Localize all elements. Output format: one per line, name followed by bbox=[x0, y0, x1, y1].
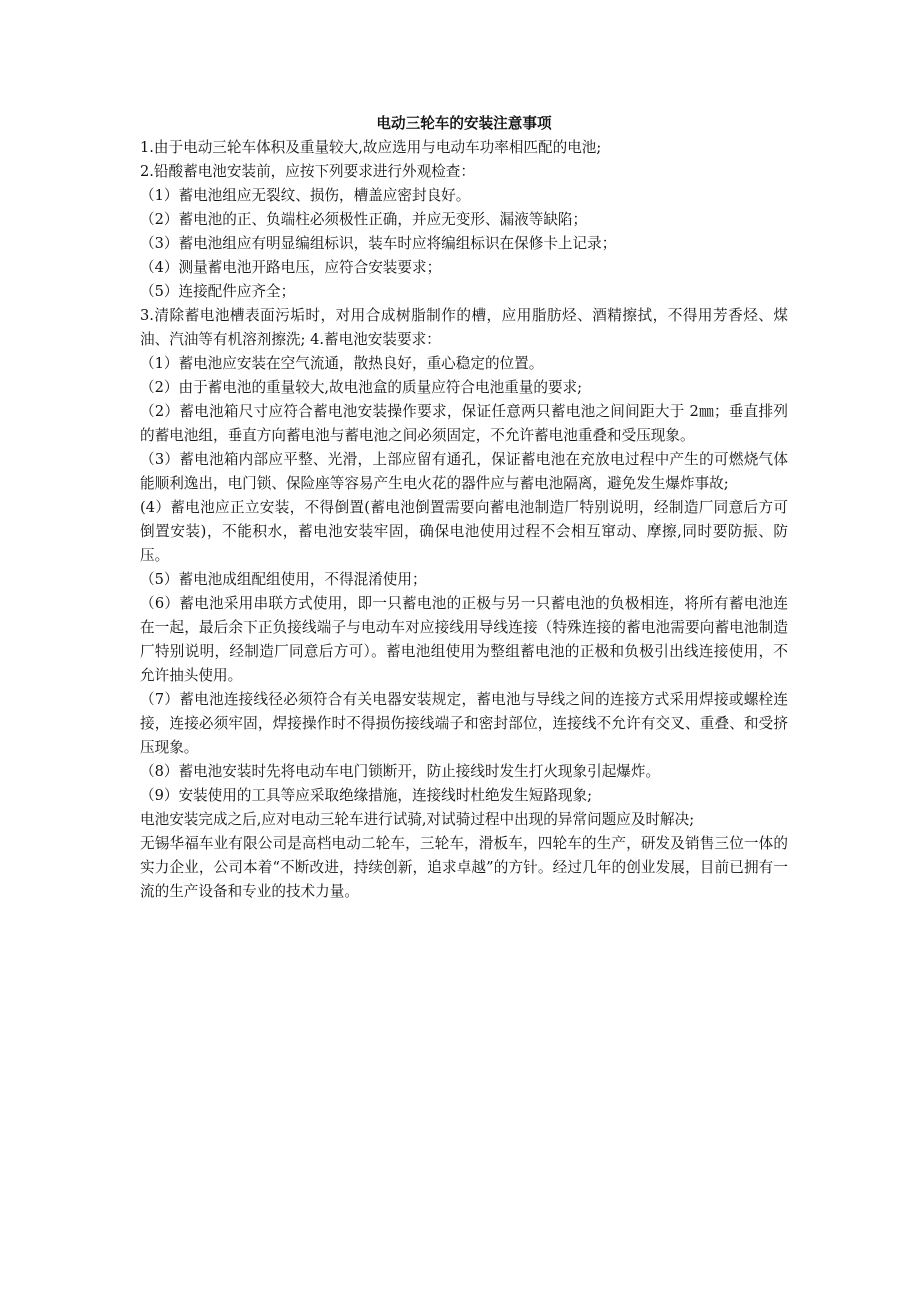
paragraph-12: （3）蓄电池箱内部应平整、光滑，上部应留有通孔，保证蓄电池在充放电过程中产生的可燃烧气体能顺利逸出，电门锁、保险座等容易产生电火花的器件应与蓄电池隔离，避免发生爆炸事故; bbox=[140, 451, 788, 492]
paragraph-9: （1）蓄电池应安装在空气流通，散热良好，重心稳定的位置。 bbox=[140, 355, 544, 372]
paragraph-5: （3）蓄电池组应有明显编组标识，装车时应将编组标识在保修卡上记录； bbox=[140, 235, 617, 252]
paragraph-8: 3.清除蓄电池槽表面污垢时，对用合成树脂制作的槽，应用脂肪烃、酒精擦拭，不得用芳香烃、煤油、汽油等有机溶剂擦洗; 4.蓄电池安装要求： bbox=[140, 307, 788, 348]
paragraph-14: （5）蓄电池成组配组使用，不得混淆使用； bbox=[140, 571, 427, 588]
paragraph-2: 2.铅酸蓄电池安装前，应按下列要求进行外观检查： bbox=[140, 163, 475, 180]
paragraph-18: （9）安装使用的工具等应采取绝缘措施，连接线时杜绝发生短路现象; bbox=[140, 787, 593, 804]
paragraph-7: （5）连接配件应齐全； bbox=[140, 283, 296, 300]
paragraph-11: （2）蓄电池箱尺寸应符合蓄电池安装操作要求，保证任意两只蓄电池之间间距大于 2㎜；垂直排列的蓄电池组，垂直方向蓄电池与蓄电池之间必须固定，不允许蓄电池重叠和受压现象。 bbox=[140, 403, 788, 444]
paragraph-16: （7）蓄电池连接线径必须符合有关电器安装规定，蓄电池与导线之间的连接方式采用焊接或螺栓连接，连接必须牢固，焊接操作时不得损伤接线端子和密封部位，连接线不允许有交叉、重叠、和受挤压现象。 bbox=[140, 691, 788, 756]
paragraph-6: （4）测量蓄电池开路电压，应符合安装要求； bbox=[140, 259, 442, 276]
paragraph-4: （2）蓄电池的正、负端柱必须极性正确，并应无变形、漏液等缺陷； bbox=[140, 211, 588, 228]
document-page bbox=[140, 112, 788, 904]
paragraph-15: （6）蓄电池采用串联方式使用，即一只蓄电池的正极与另一只蓄电池的负极相连，将所有蓄电池连在一起，最后余下正负接线端子与电动车对应接线用导线连接（特殊连接的蓄电池需要向蓄电池制造厂特别说明，经制造厂同意后方可）。蓄电池组使用为整组蓄电池的正极和负极引出线连接使用，不允许抽头使用。 bbox=[140, 595, 788, 684]
paragraph-10: （2）由于蓄电池的重量较大,故电池盒的质量应符合电池重量的要求; bbox=[140, 379, 583, 396]
document-title: 电动三轮车的安装注意事项 bbox=[376, 115, 552, 132]
paragraph-1: 1.由于电动三轮车体积及重量较大,故应选用与电动车功率相匹配的电池; bbox=[140, 139, 602, 156]
paragraph-13: (4）蓄电池应正立安装，不得倒置(蓄电池倒置需要向蓄电池制造厂特别说明，经制造厂同意后方可倒置安装)，不能积水，蓄电池安装牢固，确保电池使用过程不会相互窜动、摩擦,同时要防振、防压。 bbox=[140, 499, 788, 564]
paragraph-19: 电池安装完成之后,应对电动三轮车进行试骑,对试骑过程中出现的异常问题应及时解决; bbox=[140, 811, 695, 828]
paragraph-17: （8）蓄电池安装时先将电动车电门锁断开，防止接线时发生打火现象引起爆炸。 bbox=[140, 763, 661, 780]
paragraph-3: （1）蓄电池组应无裂纹、损伤，槽盖应密封良好。 bbox=[140, 187, 471, 204]
paragraph-20: 无锡华福车业有限公司是高档电动二轮车，三轮车，滑板车，四轮车的生产，研发及销售三位一体的实力企业，公司本着“不断改进，持续创新，追求卓越”的方针。经过几年的创业发展，目前已拥有一流的生产设备和专业的技术力量。 bbox=[140, 835, 788, 900]
